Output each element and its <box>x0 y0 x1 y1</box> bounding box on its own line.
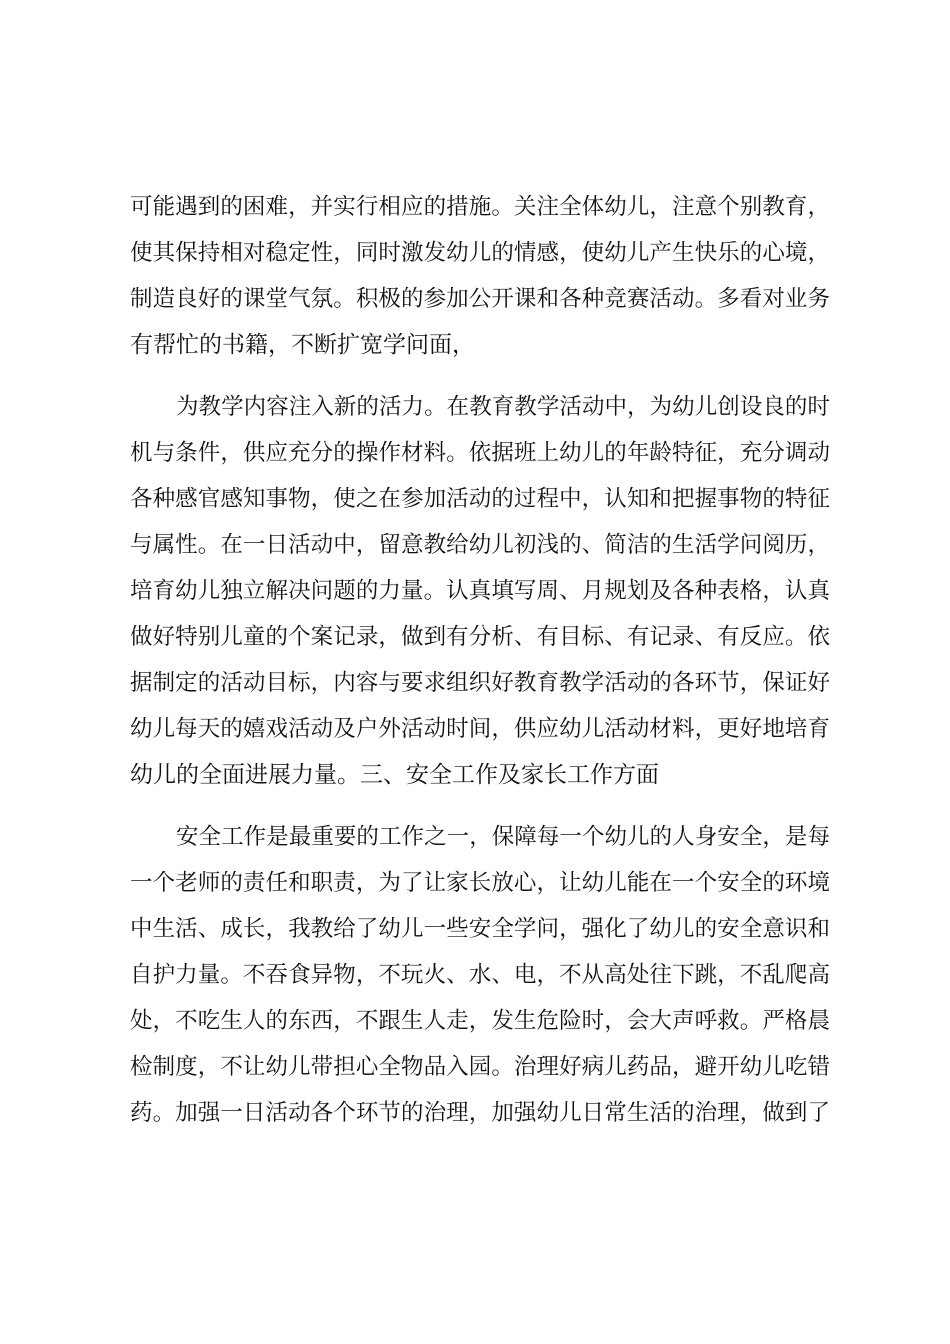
paragraph-1-line-4: 有帮忙的书籍，不断扩宽学问面， <box>130 332 475 358</box>
paragraph-3-line-6: 检制度，不让幼儿带担心全物品入园。治理好病儿药品，避开幼儿吃错 <box>130 1054 830 1080</box>
paragraph-2-line-3: 各种感官感知事物，使之在参加活动的过程中，认知和把握事物的特征 <box>130 486 830 512</box>
paragraph-2-line-7: 据制定的活动目标，内容与要求组织好教育教学活动的各环节，保证好 <box>130 670 830 696</box>
paragraph-3-line-7: 药。加强一日活动各个环节的治理，加强幼儿日常生活的治理，做到了 <box>130 1100 830 1126</box>
paragraph-2-line-4: 与属性。在一日活动中，留意教给幼儿初浅的、简洁的生活学问阅历， <box>130 532 830 558</box>
paragraph-3-line-1: 安全工作是最重要的工作之一，保障每一个幼儿的人身安全，是每 <box>176 824 830 850</box>
paragraph-2-line-1: 为教学内容注入新的活力。在教育教学活动中，为幼儿创设良的时 <box>176 394 830 420</box>
paragraph-2-line-9: 幼儿的全面进展力量。三、安全工作及家长工作方面 <box>130 762 659 788</box>
paragraph-3-line-2: 一个老师的责任和职责，为了让家长放心，让幼儿能在一个安全的环境 <box>130 870 830 896</box>
paragraph-2-line-6: 做好特别儿童的个案记录，做到有分析、有目标、有记录、有反应。依 <box>130 624 830 650</box>
paragraph-1-line-1: 可能遇到的困难，并实行相应的措施。关注全体幼儿，注意个别教育， <box>130 194 830 220</box>
paragraph-1-line-2: 使其保持相对稳定性，同时激发幼儿的情感，使幼儿产生快乐的心境， <box>130 240 830 266</box>
paragraph-2-line-5: 培育幼儿独立解决问题的力量。认真填写周、月规划及各种表格，认真 <box>130 578 830 604</box>
paragraph-2-line-8: 幼儿每天的嬉戏活动及户外活动时间，供应幼儿活动材料，更好地培育 <box>130 716 830 742</box>
paragraph-3-line-4: 自护力量。不吞食异物，不玩火、水、电，不从高处往下跳，不乱爬高 <box>130 962 830 988</box>
paragraph-2-line-2: 机与条件，供应充分的操作材料。依据班上幼儿的年龄特征，充分调动 <box>130 440 830 466</box>
paragraph-3-line-5: 处，不吃生人的东西，不跟生人走，发生危险时，会大声呼救。严格晨 <box>130 1008 830 1034</box>
paragraph-3-line-3: 中生活、成长，我教给了幼儿一些安全学问，强化了幼儿的安全意识和 <box>130 916 830 942</box>
paragraph-1-line-3: 制造良好的课堂气氛。积极的参加公开课和各种竞赛活动。多看对业务 <box>130 286 830 312</box>
